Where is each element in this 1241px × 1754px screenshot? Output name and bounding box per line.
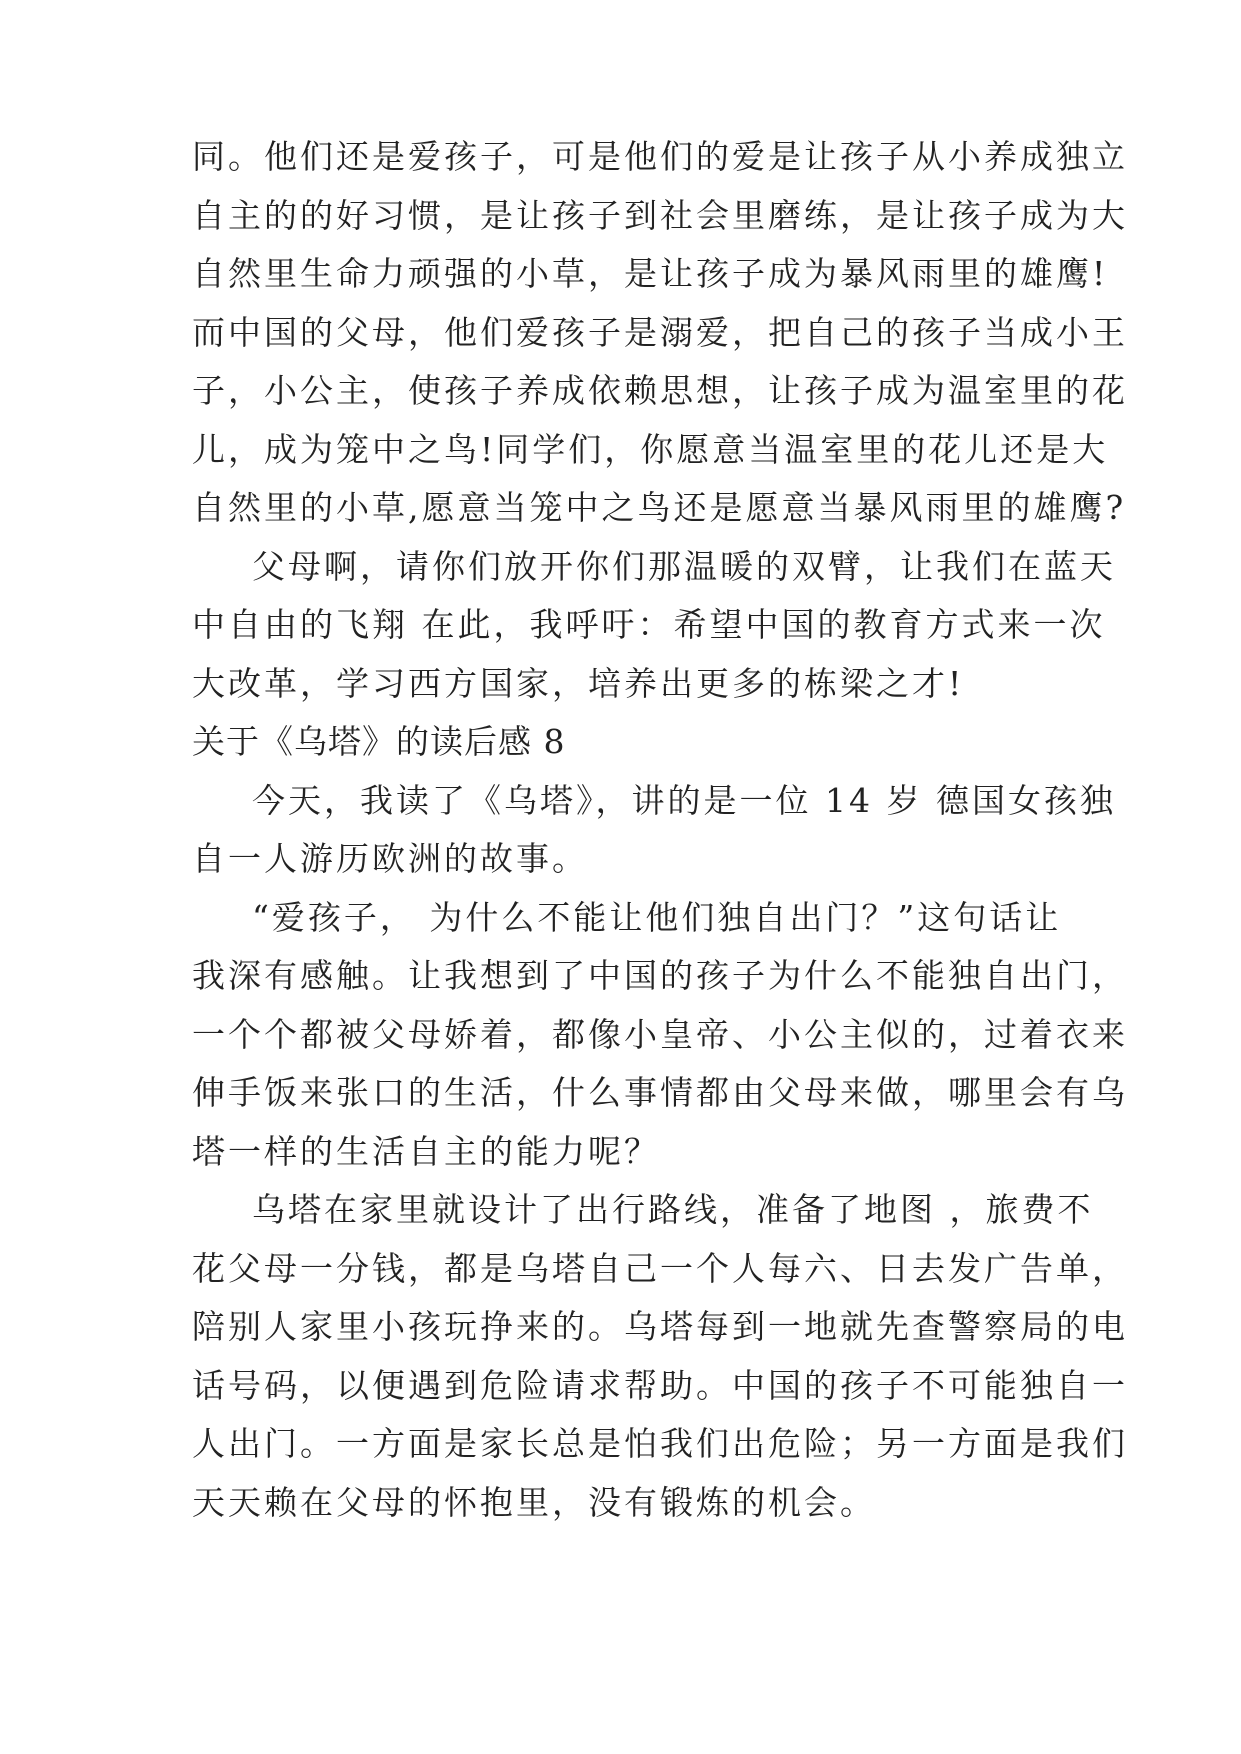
text-line: 同。他们还是爱孩子，可是他们的爱是让孩子从小养成独立 <box>192 137 1128 176</box>
text-line: 自然里的小草,愿意当笼中之鸟还是愿意当暴风雨里的雄鹰? <box>192 488 1127 527</box>
text-line: 塔一样的生活自主的能力呢？ <box>192 1131 660 1171</box>
text-line: 人出门。一方面是家长总是怕我们出危险；另一方面是我们 <box>192 1424 1128 1463</box>
text-line: 子，小公主，使孩子养成依赖思想，让孩子成为温室里的花 <box>192 371 1128 410</box>
text-line: 陪别人家里小孩玩挣来的。乌塔每到一地就先查警察局的电 <box>192 1307 1128 1346</box>
text-line: 我深有感触。让我想到了中国的孩子为什么不能独自出门， <box>192 956 1128 995</box>
text-line: 自然里生命力顽强的小草，是让孩子成为暴风雨里的雄鹰! <box>192 254 1109 293</box>
document-body <box>192 128 1128 1532</box>
paragraph-first-line: “爱孩子， 为什么不能让他们独自出门？”这句话让 <box>252 897 1062 937</box>
text-line: 而中国的父母，他们爱孩子是溺爱，把自己的孩子当成小王 <box>192 312 1128 352</box>
paragraph-first-line: 乌塔在家里就设计了出行路线，准备了地图 ，旅费不 <box>252 1190 1094 1229</box>
text-line: 中自由的飞翔 在此，我呼吁：希望中国的教育方式来一次 <box>192 605 1106 644</box>
text-line: 花父母一分钱，都是乌塔自己一个人每六、日去发广告单， <box>192 1248 1128 1288</box>
paragraph-first-line: 父母啊，请你们放开你们那温暖的双臂，让我们在蓝天 <box>252 546 1116 586</box>
text-line: 天天赖在父母的怀抱里，没有锻炼的机会。 <box>192 1482 876 1522</box>
paragraph-first-line: 今天，我读了《乌塔》，讲的是一位 14 岁 德国女孩独 <box>252 780 1116 820</box>
text-line: 伸手饭来张口的生活，什么事情都由父母来做，哪里会有乌 <box>192 1073 1128 1112</box>
text-line: 自一人游历欧洲的故事。 <box>192 839 588 878</box>
text-line: 话号码，以便遇到危险请求帮助。中国的孩子不可能独自一 <box>192 1365 1128 1405</box>
section-heading: 关于《乌塔》的读后感 8 <box>192 722 566 761</box>
text-line: 自主的的好习惯，是让孩子到社会里磨练，是让孩子成为大 <box>192 195 1128 235</box>
text-line: 儿，成为笼中之鸟!同学们，你愿意当温室里的花儿还是大 <box>192 429 1109 469</box>
text-line: 大改革，学习西方国家，培养出更多的栋梁之才! <box>192 663 965 703</box>
text-line: 一个个都被父母娇着，都像小皇帝、小公主似的，过着衣来 <box>192 1014 1128 1054</box>
